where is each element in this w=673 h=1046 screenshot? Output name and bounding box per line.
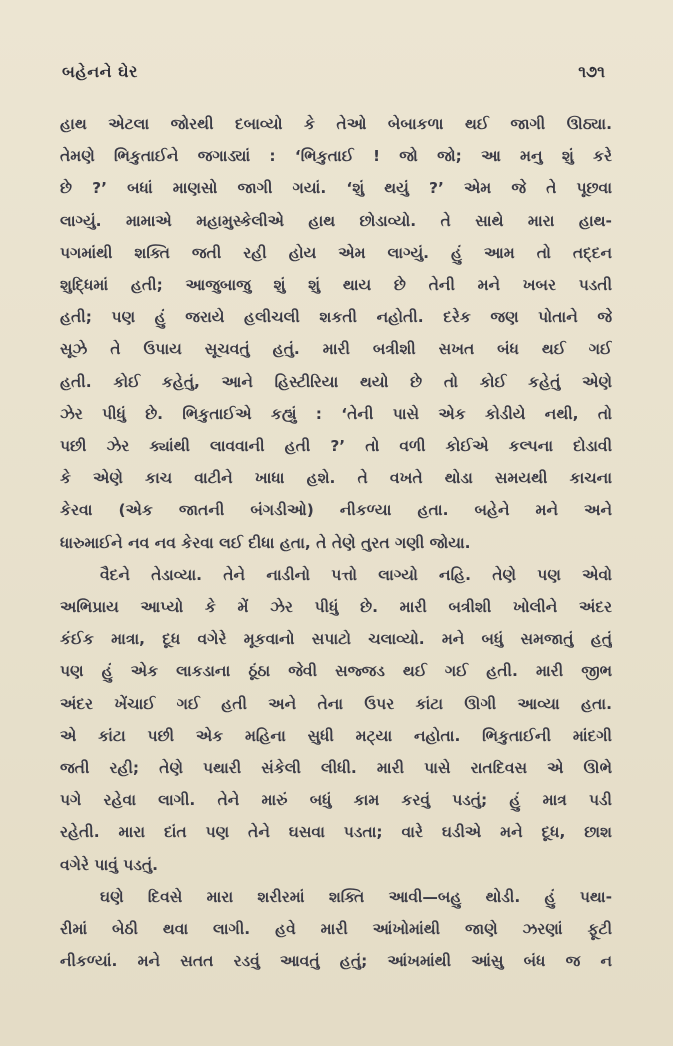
text-line: પણ હું એક લાકડાના ઠૂંઠા જેવી સજ્જડ થઈ ગઈ હતી. મારી જીભ [60,662,612,681]
text-line: એ કાંટા પછી એક મહિના સુધી મટ્યા નહોતા. ભિકુતાઈની માંદગી [60,726,612,745]
text-line: અભિપ્રાય આપ્યો કે મેં ઝેર પીધું છે. મારી બત્રીશી ખોલીને અંદર [60,598,612,617]
paragraph-2 [60,559,612,881]
text-line: જતી રહી; તેણે પથારી સંકેલી લીધી. મારી પાસે રાતદિવસ એ ઊભે [60,759,612,778]
text-line: સૂઝે તે ઉપાય સૂચવતું હતું. મારી બત્રીશી સખત બંધ થઈ ગઈ [60,340,612,359]
body-text [60,108,612,977]
text-line: ધારુમાઈને નવ નવ કેરવા લઈ દીધા હતા, તે તેણે તુરત ગણી જોયા. [60,533,471,552]
text-line: હાથ એટલા જોરથી દબાવ્યો કે તેઓ બેબાકળા થઈ જાગી ઊઠ્યા. [60,115,612,133]
text-line: નીકળ્યાં. મને સતત રડવું આવતું હતું; આંખમાંથી આંસુ બંધ જ ન [60,952,612,971]
text-line: રીમાં બેઠી થવા લાગી. હવે મારી આંખોમાંથી જાણે ઝરણાં ફૂટી [60,920,612,939]
text-line: પગમાંથી શક્તિ જતી રહી હોય એમ લાગ્યું. હું આમ તો તદ્દન [60,243,612,262]
text-line: કેરવા (એક જાતની બંગડીઓ) નીકળ્યા હતા. બહેને મને અને [60,501,612,520]
text-line: વગેરે પાવું પડતું. [60,855,159,874]
text-line: છે ?’ બધાં માણસો જાગી ગયાં. ‘શું થયું ?’ એમ જે તે પૂછવા [60,179,612,198]
text-line: શુદ્ધિમાં હતી; આજુબાજુ શું શું થાય છે તેની મને ખબર પડતી [60,276,612,295]
text-line: પગે રહેવા લાગી. તેને મારું બધું કામ કરવું પડતું; હું માત્ર પડી [60,791,612,810]
text-line: ઝેર પીધું છે. ભિકુતાઈએ કહ્યું : ‘તેની પાસે એક કોડીયે નથી, તો [60,404,612,423]
text-line: ઘણે દિવસે મારા શરીરમાં શક્તિ આવી—બહુ થોડી. હું પથા- [100,887,612,906]
text-line: કંઈક માત્રા, દૂધ વગેરે મૂકવાનો સપાટો ચલાવ્યો. મને બધું સમજાતું હતું [60,630,612,649]
running-head: બહેનને ઘેર [62,62,138,81]
paragraph-1 [60,108,612,559]
page-number: ૧૭૧ [578,62,605,81]
paragraph-3 [60,881,612,978]
text-line: વૈદને તેડાવ્યા. તેને નાડીનો પત્તો લાગ્યો નહિ. તેણે પણ એવો [100,565,612,584]
text-line: પછી ઝેર ક્યાંથી લાવવાની હતી ?’ તો વળી કોઈએ કલ્પના દોડાવી [60,437,612,456]
text-line: તેમણે ભિકુતાઈને જગાડ્યાં : ‘ભિકુતાઈ ! જો જો; આ મનુ શું કરે [60,147,612,166]
text-line: લાગ્યું. મામાએ મહામુસ્કેલીએ હાથ છોડાવ્યો. તે સાથે મારા હાથ- [60,211,612,230]
text-line: અંદર ખેંચાઈ ગઈ હતી અને તેના ઉપર કાંટા ઊગી આવ્યા હતા. [60,694,612,713]
text-line: હતી; પણ હું જરાયે હલીચલી શકતી નહોતી. દરેક જણ પોતાને જે [60,308,612,327]
text-line: હતી. કોઈ કહેતું, આને હિસ્ટીરિયા થયો છે તો કોઈ કહેતું એણે [60,372,612,391]
text-line: રહેતી. મારા દાંત પણ તેને ઘસવા પડતા; વારે ઘડીએ મને દૂધ, છાશ [60,823,612,842]
text-line: કે એણે કાચ વાટીને ખાધા હશે. તે વખતે થોડા સમયથી કાચના [60,469,612,488]
